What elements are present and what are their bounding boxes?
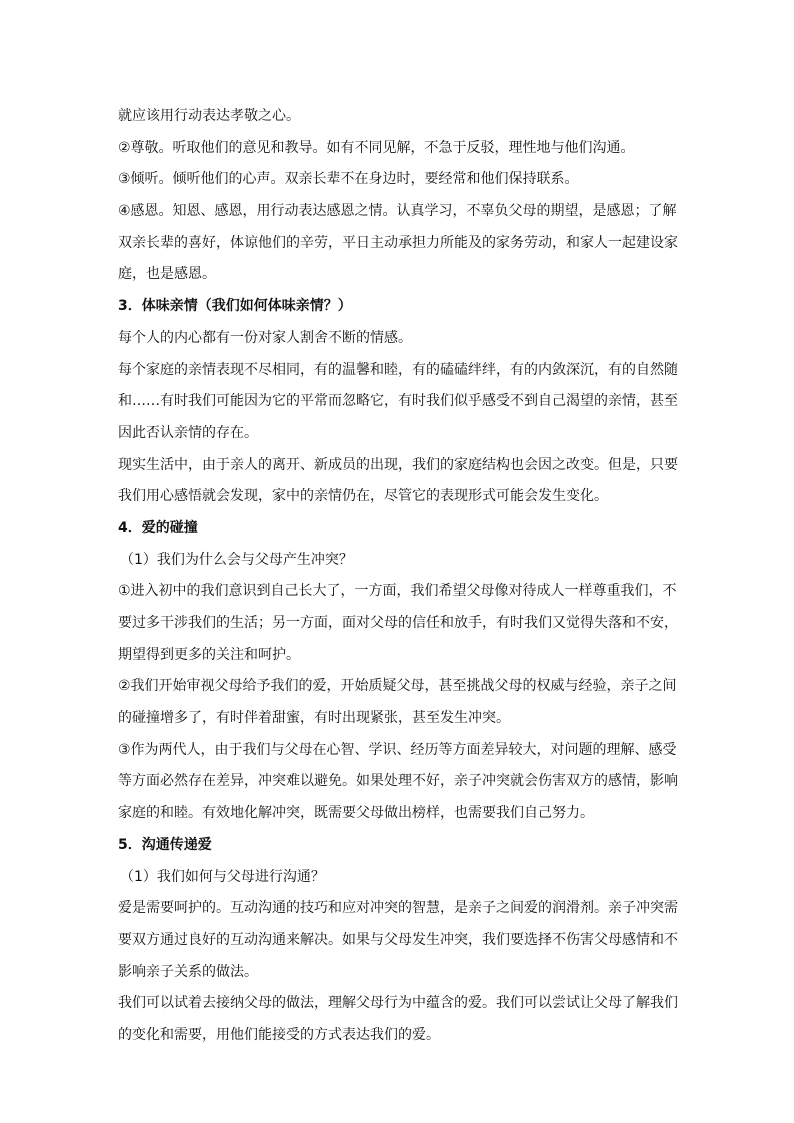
document-page xyxy=(118,101,684,1052)
text-line: 和……有时我们可能因为它的平常而忽略它，有时我们似乎感受不到自己渴望的亲情，甚至 xyxy=(118,393,678,410)
section-heading: 4．爱的碰撞 xyxy=(118,519,198,536)
text-line: 现实生活中，由于亲人的离开、新成员的出现，我们的家庭结构也会因之改变。但是，只要 xyxy=(118,456,678,473)
section-heading: 5．沟通传递爱 xyxy=(118,836,212,853)
text-line: 每个家庭的亲情表现不尽相同，有的温馨和睦，有的磕磕绊绊，有的内敛深沉，有的自然随 xyxy=(118,361,678,378)
text-line: 双亲长辈的喜好，体谅他们的辛劳，平日主动承担力所能及的家务劳动，和家人一起建设家 xyxy=(118,234,678,251)
sub-question: （1）我们为什么会与父母产生冲突？ xyxy=(120,551,353,568)
text-line: ①进入初中的我们意识到自己长大了，一方面，我们希望父母像对待成人一样尊重我们，不 xyxy=(118,583,677,600)
text-line: 就应该用行动表达孝敬之心。 xyxy=(118,108,300,124)
text-line: 我们用心感悟就会发现，家中的亲情仍在，尽管它的表现形式可能会发生变化。 xyxy=(118,488,608,505)
text-line: ③作为两代人，由于我们与父母在心智、学识、经历等方面差异较大，对问题的理解、感受 xyxy=(118,741,677,758)
text-line: ④感恩。知恩、感恩，用行动表达感恩之情。认真学习，不辜负父母的期望，是感恩；了解 xyxy=(118,203,677,220)
sub-question: （1）我们如何与父母进行沟通？ xyxy=(120,868,325,885)
text-line: ②我们开始审视父母给予我们的爱，开始质疑父母，甚至挑战父母的权威与经验，亲子之间 xyxy=(118,678,677,695)
text-line: 庭，也是感恩。 xyxy=(118,266,216,283)
text-line: 爱是需要呵护的。互动沟通的技巧和应对冲突的智慧，是亲子之间爱的润滑剂。亲子冲突需 xyxy=(118,900,678,917)
text-line: 影响亲子关系的做法。 xyxy=(118,963,258,980)
text-line: 因此否认亲情的存在。 xyxy=(118,424,258,441)
text-line: 的碰撞增多了，有时伴着甜蜜，有时出现紧张，甚至发生冲突。 xyxy=(118,710,510,727)
section-heading: 3．体味亲情（我们如何体味亲情？） xyxy=(118,298,352,315)
text-line: 我们可以试着去接纳父母的做法，理解父母行为中蕴含的爱。我们可以尝试让父母了解我们 xyxy=(118,995,678,1012)
text-line: 要过多干涉我们的生活；另一方面，面对父母的信任和放手，有时我们又觉得失落和不安， xyxy=(118,615,678,631)
text-line: 家庭的和睦。有效地化解冲突，既需要父母做出榜样，也需要我们自己努力。 xyxy=(118,805,594,822)
text-line: ②尊敬。听取他们的意见和教导。如有不同见解，不急于反驳，理性地与他们沟通。 xyxy=(118,139,635,156)
text-line: 的变化和需要，用他们能接受的方式表达我们的爱。 xyxy=(118,1026,440,1043)
text-line: 每个人的内心都有一份对家人割舍不断的情感。 xyxy=(118,329,412,346)
text-line: 等方面必然存在差异，冲突难以避免。如果处理不好，亲子冲突就会伤害双方的感情，影响 xyxy=(118,773,678,790)
text-line: 要双方通过良好的互动沟通来解决。如果与父母发生冲突，我们要选择不伤害父母感情和不 xyxy=(118,931,678,948)
text-line: ③倾听。倾听他们的心声。双亲长辈不在身边时，要经常和他们保持联系。 xyxy=(118,171,579,188)
text-line: 期望得到更多的关注和呵护。 xyxy=(118,646,300,663)
